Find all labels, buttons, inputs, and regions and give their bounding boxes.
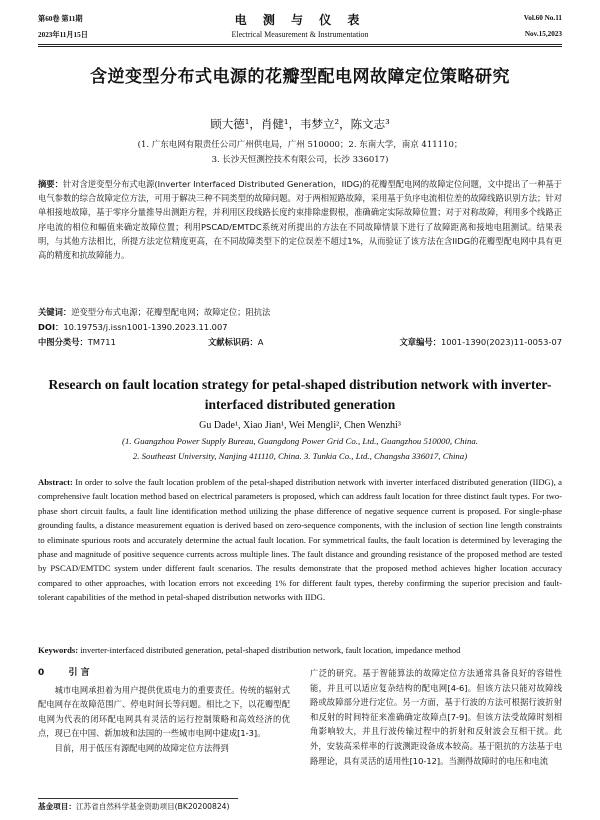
abstract-cn	[38, 177, 562, 262]
authors-cn: 顾大德¹，肖健¹，韦梦立²，陈文志³	[210, 117, 390, 131]
keywords-cn-text: 逆变型分布式电源；花瓣型配电网；故障定位；阻抗法	[71, 307, 271, 317]
authors-en: Gu Dade¹, Xiao Jian¹, Wei Mengli², Chen Wenzhi³	[199, 420, 401, 431]
left-column	[38, 666, 290, 756]
doi	[38, 320, 562, 334]
title-en: Research on fault location strategy for petal-shaped distribution network with inverter-interfaced distributed generation	[48, 377, 552, 412]
doi-label: DOI：	[38, 322, 64, 332]
affiliation-en-line-1: (1. Guangzhou Power Supply Bureau, Guangdong Power Grid Co., Ltd., Guangzhou 510000, China.	[122, 436, 478, 446]
title-cn: 含逆变型分布式电源的花瓣型配电网故障定位策略研究	[90, 67, 510, 87]
keywords-en-text: inverter-interfaced distributed generation, petal-shaped distribution network, fault location, impedance method	[80, 645, 461, 655]
keywords-cn	[38, 305, 562, 319]
affiliation-cn-line-1: (1. 广东电网有限责任公司广州供电局，广州 510000；2. 东南大学，南京 411110；	[137, 140, 463, 150]
affiliation-cn-line-2: 3. 长沙天恒测控技术有限公司，长沙 336017)	[211, 155, 389, 165]
footnote-text: 江苏省自然科学基金资助项目(BK20200824)	[75, 802, 230, 811]
abstract-en-text: In order to solve the fault location problem of the petal-shaped distribution network with inverter interfaced distributed generation (IIDG), a comprehensive fault location method based on electrical parameters is proposed, which can address fault location for three distinct fault types. For two-phase short circuit faults, a fault line identification method utilizing the phase difference of negative sequence current is proposed. For single-phase grounding faults, a distance measurement equation is derived based on zero-sequence components, with the inclusion of section line length constraints to eliminate spurious roots and accurately determine the actual fault location. For symmetrical faults, the fault location is determined by leveraging the phase and magnitude of positive sequence currents across multiple lines. The fault distance and grounding resistance of the proposed method are tested by PSCAD/EMTDC system under different fault scenarios. The results demonstrate that the proposed method achieves higher location accuracy compared to other approaches, with location errors not exceeding 1% for different fault types, thereby confirming the superior precision and fault-tolerant capabilities of the method in petal-shaped distribution networks with IIDG.	[38, 477, 562, 603]
abstract-cn-label: 摘要：	[38, 179, 63, 189]
doi-text: 10.19753/j.issn1001-1390.2023.11.007	[63, 322, 228, 332]
abstract-en-label: Abstract:	[38, 477, 73, 487]
article-number: 文章编号：1001-1390(2023)11-0053-07	[399, 337, 562, 347]
section-number: 0	[38, 668, 45, 678]
journal-name-en: Electrical Measurement & Instrumentation	[231, 30, 369, 39]
right-column: 广泛的研究。基于智能算法的故障定位方法通常具备良好的容错性能，并且可以适应复杂结构的配电网[4-6]。但该方法只能对故障线路或故障部分进行定位。另一方面，基于行波的方法可根据行波折射和反射的时间特征来准确确定故障点[7-9]。但该方法受故障时刻相角影响较大，并且行波传输过程中的折射和反射波会互相干扰。此外，安装高采样率的行波测距设备成本较高。基于阻抗的方法基于电路理论，具有灵活的适用性[10-12]。当测得故障时的电压和电流	[310, 668, 562, 766]
abstract-en	[38, 475, 562, 605]
date-cn: 2023年11月15日	[38, 31, 88, 39]
document-code: 文献标识码：A	[208, 337, 264, 347]
header-rule	[38, 44, 562, 45]
keywords-cn-label: 关键词：	[38, 307, 72, 317]
header-rule-2	[38, 46, 562, 47]
volume-en: Vol.60 No.11	[523, 14, 562, 22]
footnote-label: 基金项目：	[38, 802, 76, 811]
left-paragraph-1: 城市电网承担着为用户提供优质电力的重要责任。传统的辐射式配电网存在故障范围广、停电时间长等问题。相比之下，以花瓣型配电网为代表的闭环配电网具有灵活的运行控制策略和高效经济的优点，现已在中国、新加坡和法国的一些城市电网中建成[1-3]。	[38, 684, 290, 739]
affiliation-en-line-2: 2. Southeast University, Nanjing 411110, China. 3. Tunkia Co., Ltd., Changsha 336017, China)	[132, 451, 468, 461]
journal-name-cn: 电 测 与 仪 表	[234, 13, 366, 27]
section-title: 引 言	[68, 668, 90, 678]
abstract-cn-text: 针对含逆变型分布式电源(Inverter Interfaced Distributed Generation，IIDG)的花瓣型配电网的故障定位问题，文中提出了一种基于电气参数的综合故障定位方法，可用于解决三种不同类型的故障问题。对于两相短路故障，采用基于负序电流相位差的故障线路识别方法；针对单相接地故障，基于零序分量推导出测距方程，并利用区段线路长度约束排除虚假根，准确确定实际故障位置；对于对称故障，利用多个线路正序电流的相位和幅值来确定故障位置；利用PSCAD/EMTDC系统对所提出的方法在不同故障情景下进行了故障距离和接地电阻测试。结果表明，与其他方法相比，所提方法定位精度更高，在不同故障类型下的定位误差不超过1%，从而验证了该方法在含IIDG的花瓣型配电网中具有更高的精度和抗故障能力。	[38, 179, 562, 261]
volume-cn: 第60卷 第11期	[38, 15, 83, 23]
keywords-en	[38, 643, 562, 657]
footnote-rule	[38, 798, 238, 799]
left-paragraph-2: 目前，用于低压有源配电网的故障定位方法得到	[54, 742, 229, 753]
section-heading	[38, 666, 290, 681]
keywords-en-label: Keywords:	[38, 645, 79, 655]
clc-number: 中图分类号：TM711	[38, 337, 116, 347]
footnote	[38, 801, 562, 813]
date-en: Nov.15,2023	[524, 30, 562, 38]
